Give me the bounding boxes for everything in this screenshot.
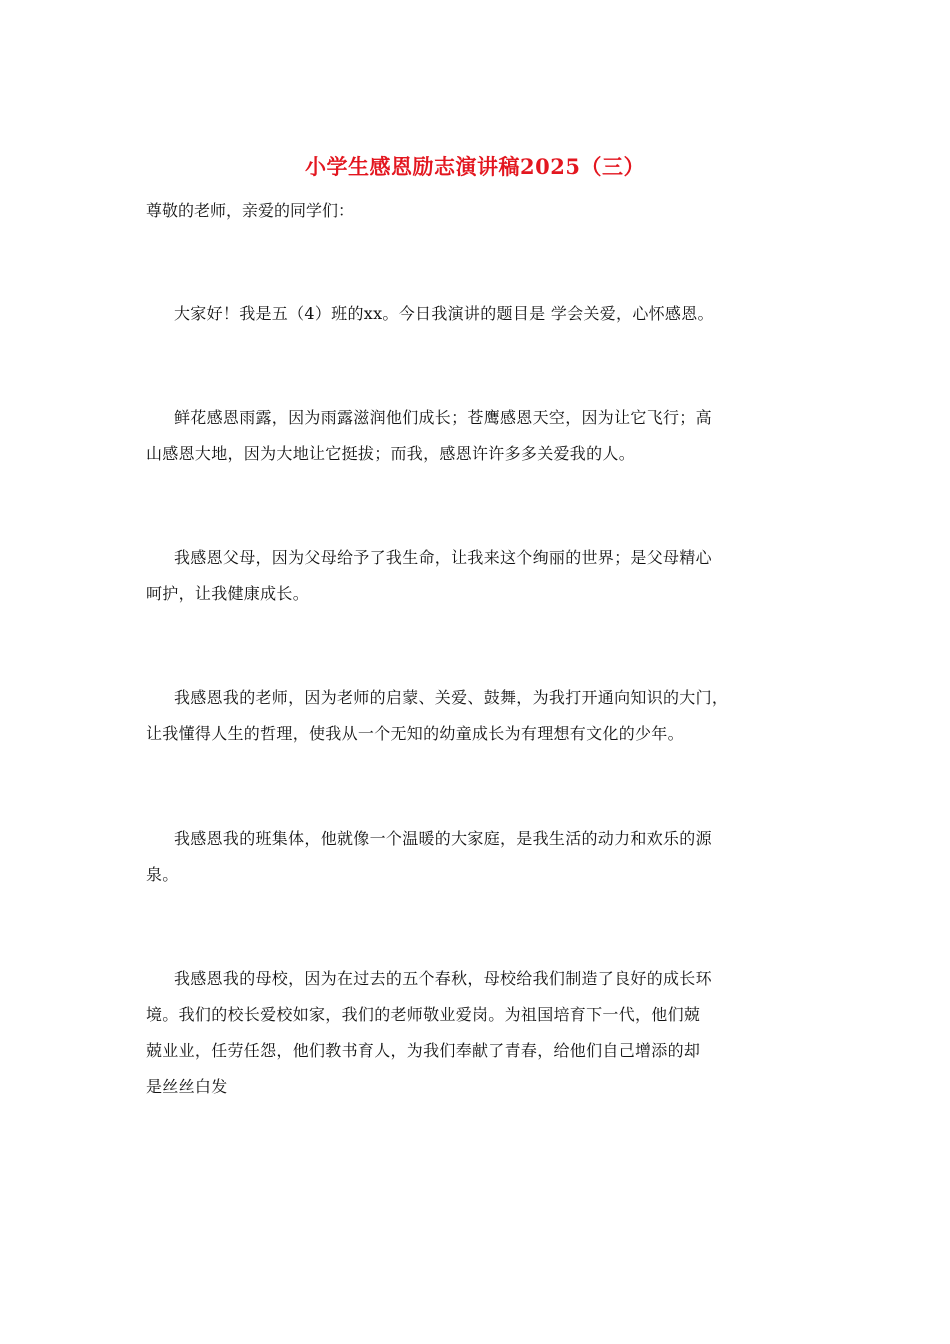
paragraph-6 <box>146 961 808 1105</box>
paragraph-3 <box>146 540 808 612</box>
paragraph-line: 是丝丝白发 <box>146 1077 228 1096</box>
paragraph-line: 大家好！我是五（4）班的xx。今日我演讲的题目是 学会关爱，心怀感恩。 <box>174 304 714 323</box>
paragraph-4 <box>146 680 808 752</box>
paragraph-line: 我感恩我的母校，因为在过去的五个春秋，母校给我们制造了良好的成长环 <box>174 969 712 988</box>
paragraph-line: 兢业业，任劳任怨，他们教书育人，为我们奉献了青春，给他们自己增添的却 <box>146 1041 701 1060</box>
paragraph-line: 泉。 <box>146 865 179 884</box>
paragraph-2 <box>146 400 808 472</box>
paragraph-line: 让我懂得人生的哲理，使我从一个无知的幼童成长为有理想有文化的少年。 <box>146 724 684 743</box>
paragraph-line: 我感恩父母，因为父母给予了我生命，让我来这个绚丽的世界；是父母精心 <box>174 548 712 567</box>
paragraph-line: 山感恩大地，因为大地让它挺拔；而我，感恩许许多多关爱我的人。 <box>146 444 636 463</box>
paragraph-5 <box>146 821 808 893</box>
document-title: 小学生感恩励志演讲稿2025（三） <box>305 154 645 179</box>
paragraph-line: 我感恩我的班集体，他就像一个温暖的大家庭，是我生活的动力和欢乐的源 <box>174 829 712 848</box>
paragraph-line: 呵护，让我健康成长。 <box>146 584 310 603</box>
greeting: 尊敬的老师，亲爱的同学们： <box>146 201 355 220</box>
paragraph-line: 我感恩我的老师，因为老师的启蒙、关爱、鼓舞，为我打开通向知识的大门， <box>174 688 729 707</box>
paragraph-line: 鲜花感恩雨露，因为雨露滋润他们成长；苍鹰感恩天空，因为让它飞行；高 <box>174 408 712 427</box>
paragraph-1 <box>146 296 808 332</box>
paragraph-line: 境。我们的校长爱校如家，我们的老师敬业爱岗。为祖国培育下一代，他们兢 <box>146 1005 701 1024</box>
